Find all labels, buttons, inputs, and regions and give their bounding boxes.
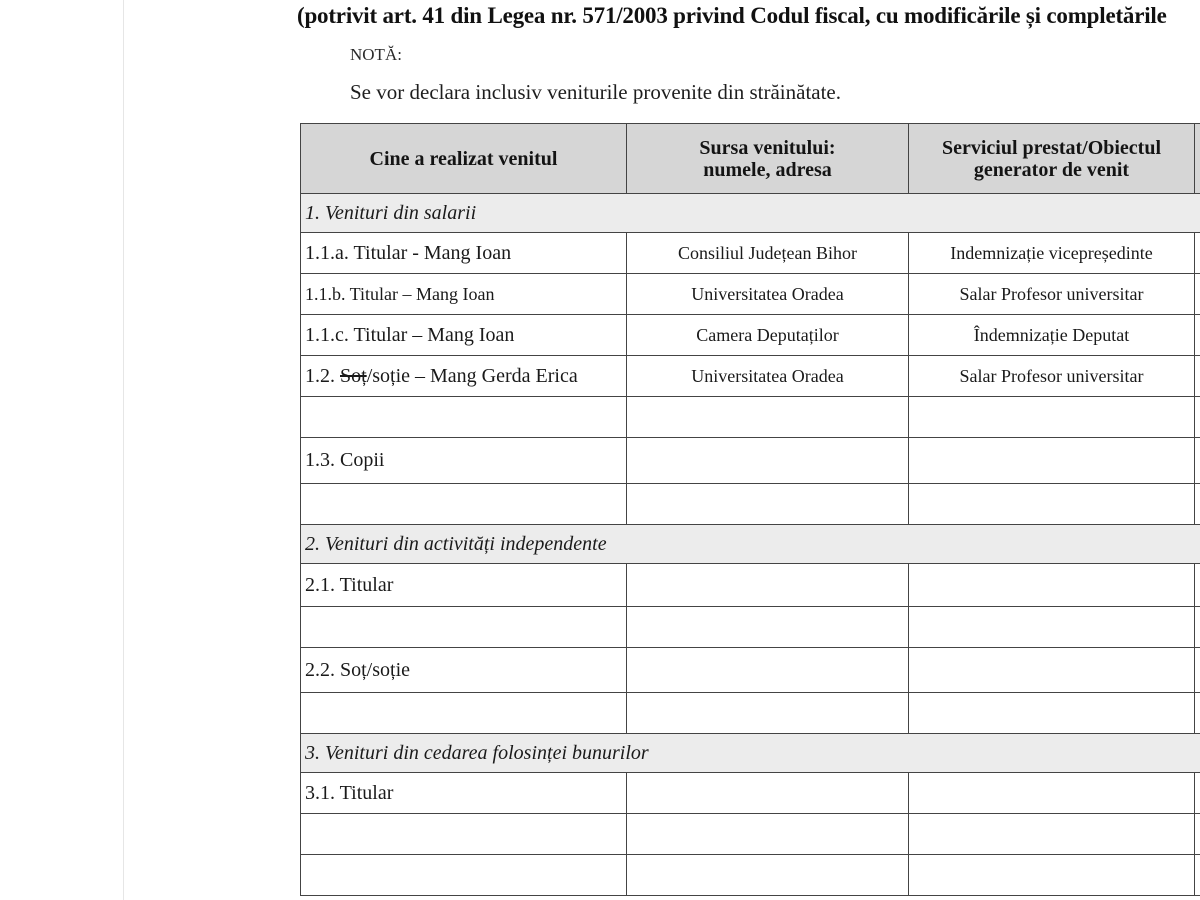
- table-row-empty: [301, 607, 1200, 648]
- cell-service: Indemnizație vicepreședinte: [909, 233, 1195, 274]
- table-row: [301, 274, 1200, 315]
- nota-label: NOTĂ:: [350, 45, 402, 64]
- header-source: Sursa venitului: numele, adresa: [627, 124, 909, 194]
- income-table: [300, 123, 1200, 896]
- cell-who: 1.1.b. Titular – Mang Ioan: [301, 274, 627, 315]
- section-label: 2. Venituri din activități independente: [301, 525, 1200, 564]
- table-row-empty: [301, 855, 1200, 896]
- cell-who: 2.1. Titular: [301, 564, 627, 607]
- table-row-empty: [301, 693, 1200, 734]
- table-row: [301, 773, 1200, 814]
- nota-text: Se vor declara inclusiv veniturile provenite din străinătate.: [350, 80, 841, 104]
- table-row: [301, 356, 1200, 397]
- cell-extra: [1195, 233, 1200, 274]
- cell-who: 3.1. Titular: [301, 773, 627, 814]
- table-row-empty: [301, 484, 1200, 525]
- table-row-empty: [301, 814, 1200, 855]
- cell-who: 1.3. Copii: [301, 438, 627, 484]
- header-extra: [1195, 124, 1200, 194]
- header-service: Serviciul prestat/Obiectul generator de venit: [909, 124, 1195, 194]
- section-row-goods-use: [301, 734, 1200, 773]
- cell-source: Camera Deputaților: [627, 315, 909, 356]
- table-row: [301, 564, 1200, 607]
- header-who: Cine a realizat venitul: [301, 124, 627, 194]
- table-row: [301, 233, 1200, 274]
- section-label: 1. Venituri din salarii: [301, 194, 1200, 233]
- table-row: [301, 648, 1200, 693]
- cell-service: Îndemnizație Deputat: [909, 315, 1195, 356]
- cell-extra: [1195, 274, 1200, 315]
- who-rest-text: /soție – Mang Gerda Erica: [366, 364, 578, 387]
- who-prefix: 1.2.: [305, 364, 340, 387]
- document-heading: (potrivit art. 41 din Legea nr. 571/2003 privind Codul fiscal, cu modificările și completările: [297, 3, 1167, 28]
- cell-who: 2.2. Soț/soție: [301, 648, 627, 693]
- page-left-border: [123, 0, 124, 900]
- table-row: [301, 438, 1200, 484]
- table-row-empty: [301, 397, 1200, 438]
- cell-who: 1.1.a. Titular - Mang Ioan: [301, 233, 627, 274]
- cell-source: Consiliul Județean Bihor: [627, 233, 909, 274]
- section-row-independent: [301, 525, 1200, 564]
- table-header-row: [301, 124, 1200, 194]
- cell-source: Universitatea Oradea: [627, 274, 909, 315]
- who-struck-text: Soț: [340, 364, 367, 387]
- cell-who: [301, 356, 627, 397]
- cell-extra: [1195, 356, 1200, 397]
- section-label: 3. Venituri din cedarea folosinței bunurilor: [301, 734, 1200, 773]
- cell-source: Universitatea Oradea: [627, 356, 909, 397]
- cell-service: Salar Profesor universitar: [909, 274, 1195, 315]
- cell-extra: [1195, 315, 1200, 356]
- cell-service: Salar Profesor universitar: [909, 356, 1195, 397]
- section-row-salaries: [301, 194, 1200, 233]
- cell-who: 1.1.c. Titular – Mang Ioan: [301, 315, 627, 356]
- table-row: [301, 315, 1200, 356]
